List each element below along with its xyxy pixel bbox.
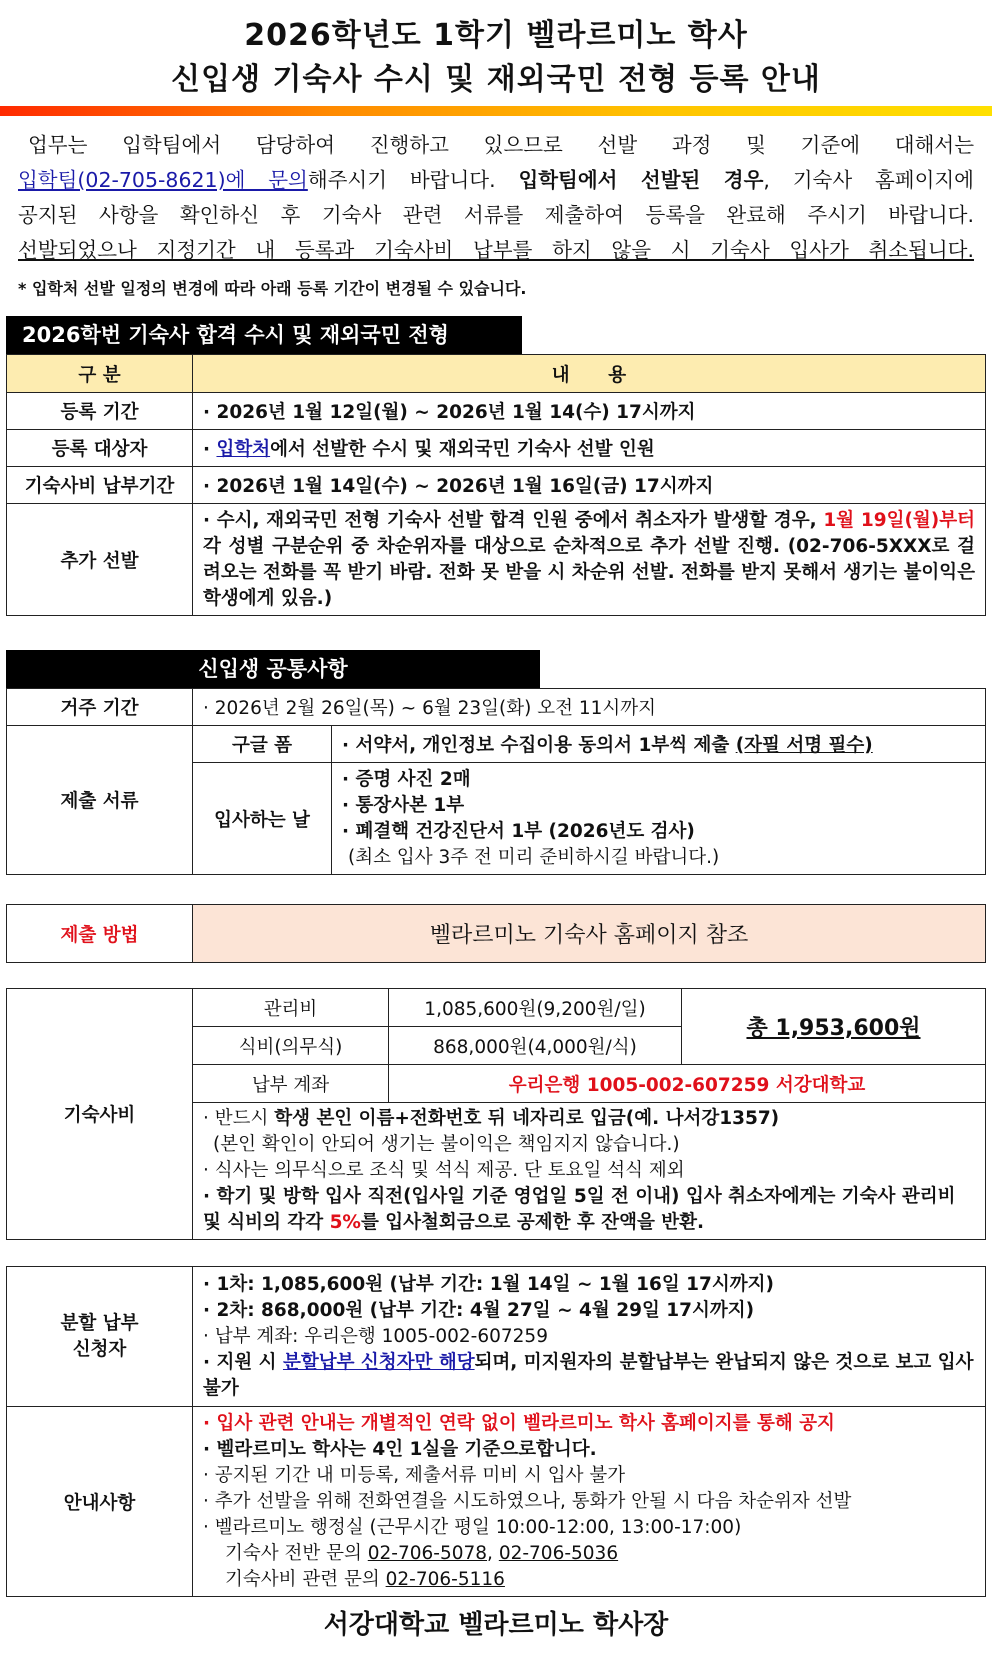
- doc-item: · 폐결핵 건강진단서 1부 (2026년도 검사): [342, 820, 695, 842]
- row-value-target: · 입학처에서 선발한 수시 및 재외국민 기숙사 선발 인원: [193, 430, 986, 467]
- split-applicant-link[interactable]: 분할납부 신청자만 해당: [282, 1351, 475, 1373]
- info-contact-general: [203, 1541, 975, 1567]
- info-item: · 공지된 기간 내 미등록, 제출서류 미비 시 입사 불가: [203, 1464, 626, 1486]
- split-item: · 납부 계좌: 우리은행 1005-002-607259: [203, 1325, 548, 1347]
- info-contact-label: 기숙사 전반 문의: [225, 1542, 368, 1564]
- footer-signature: 서강대학교 벨라르미노 학사장: [323, 1610, 669, 1640]
- admission-table: [6, 354, 986, 616]
- docs-moveday-value: [332, 763, 986, 875]
- info-item: · 추가 선발을 위해 전화연결을 시도하였으나, 통화가 안될 시 다음 차순위자 선발: [203, 1490, 852, 1512]
- page-title-line-2: 신입생 기숙사 수시 및 재외국민 전형 등록 안내: [171, 62, 821, 97]
- split-label-line: 분할 납부: [60, 1312, 139, 1334]
- table-row: [7, 689, 986, 726]
- extra-text: · 수시, 재외국민 전형 기숙사 선발 합격 인원 중에서 취소자가 발생할 경우,: [203, 509, 824, 531]
- intro-line-2: [18, 163, 974, 198]
- split-label-line: 신청자: [72, 1338, 127, 1360]
- meal-fee-value: 868,000원(4,000원/식): [389, 1027, 682, 1065]
- table-row: [7, 504, 986, 616]
- intro-text: , 기숙사 홈페이지에: [763, 168, 974, 192]
- docs-google-label: 구글 폼: [193, 726, 332, 763]
- doc-item: · 통장사본 1부: [342, 794, 465, 816]
- dorm-fee-table: [6, 988, 986, 1240]
- admission-office-link[interactable]: 입학처: [216, 439, 271, 460]
- table-row: [7, 430, 986, 467]
- doc-item: · 증명 사진 2매: [342, 768, 471, 790]
- header-content: 내 용: [193, 355, 986, 393]
- docs-moveday-label: 입사하는 날: [193, 763, 332, 875]
- account-value: 우리은행 1005-002-607259 서강대학교: [389, 1065, 986, 1103]
- table-row: [7, 905, 986, 963]
- fee-note-3: · 식사는 의무식으로 조식 및 석식 제공. 단 토요일 석식 제외: [203, 1160, 685, 1181]
- intro-line-3: 공지된 사항을 확인하신 후 기숙사 관련 서류를 제출하여 등록을 완료해 주시기 바랍니다.: [18, 203, 974, 227]
- table-row: [7, 393, 986, 430]
- mgmt-fee-label: 관리비: [193, 989, 389, 1027]
- info-contact-label: 기숙사비 관련 문의: [225, 1568, 386, 1590]
- row-value-text: 에서 선발한 수시 및 재외국민 기숙사 선발 인원: [270, 439, 655, 460]
- fee-note-2: (본인 확인이 안되어 생기는 불이익은 책임지지 않습니다.): [213, 1134, 680, 1155]
- row-value-fee-period: · 2026년 1월 14일(수) ~ 2026년 1월 16일(금) 17시까지: [193, 467, 986, 504]
- fee-total-cell: [682, 989, 986, 1065]
- row-label-stay: 거주 기간: [7, 689, 193, 726]
- fee-note-percent: 5%: [329, 1212, 361, 1233]
- info-item: · 입사 관련 안내는 개별적인 연락 없이 벨라르미노 학사 홈페이지를 통해 공지: [203, 1412, 835, 1434]
- account-label: 납부 계좌: [193, 1065, 389, 1103]
- table-header-row: [7, 355, 986, 393]
- phone-link[interactable]: 02-706-5116: [385, 1568, 505, 1590]
- fee-note-bold: 학생 본인 이름+전화번호 뒤 네자리: [274, 1108, 566, 1129]
- intro-bold-text: 입학팀에서 선발된 경우: [518, 168, 764, 192]
- info-item: · 벨라르미노 행정실 (근무시간 평일 10:00-12:00, 13:00-17:00): [203, 1516, 742, 1538]
- row-value-info: [193, 1407, 986, 1597]
- extra-date-highlight: 1월 19일(월)부터: [823, 509, 975, 531]
- intro-text: 해주시기 바랍니다.: [307, 168, 519, 192]
- row-value-period: · 2026년 1월 12일(월) ~ 2026년 1월 14(수) 17시까지: [193, 393, 986, 430]
- row-label-info: 안내사항: [7, 1407, 193, 1597]
- fee-note-bold: 로 입금(예. 나서강1357): [565, 1108, 780, 1129]
- table-row: [7, 1407, 986, 1597]
- row-label-target: 등록 대상자: [7, 430, 193, 467]
- row-value-stay: · 2026년 2월 26일(목) ~ 6월 23일(화) 오전 11시까지: [193, 689, 986, 726]
- row-label-docs: 제출 서류: [7, 726, 193, 875]
- table-row: [7, 1267, 986, 1407]
- table-row: [7, 726, 986, 763]
- docs-signature-required: (자필 서명 필수): [735, 735, 873, 756]
- table-row: [7, 989, 986, 1027]
- row-label-fee: 기숙사비: [7, 989, 193, 1240]
- fee-note-text: · 학기 및 방학 입사 직전(입사일 기준 영업일 5일 전 이내) 입사 취소자에게는 기숙사 관리비 및 식비의 각각: [203, 1186, 956, 1233]
- info-contact-fee: [203, 1567, 975, 1593]
- page-title-line-1: 2026학년도 1학기 벨라르미노 학사: [244, 18, 748, 53]
- row-value-method: 벨라르미노 기숙사 홈페이지 참조: [193, 905, 986, 963]
- intro-line-4: 선발되었으나 지정기간 내 등록과 기숙사비 납부를 하지 않을 시 기숙사 입사가 취소됩니다.: [18, 238, 974, 262]
- fee-note-1: [203, 1106, 975, 1132]
- intro-paragraph: [18, 128, 974, 268]
- info-item: · 벨라르미노 학사는 4인 1실을 기준으로합니다.: [203, 1438, 597, 1460]
- section-bar-common: 신입생 공통사항: [6, 650, 540, 688]
- row-label-method: 제출 방법: [7, 905, 193, 963]
- fee-note-text: · 반드시: [203, 1108, 275, 1129]
- row-label-fee-period: 기숙사비 납부기간: [7, 467, 193, 504]
- phone-link[interactable]: 02-706-5036: [498, 1542, 619, 1564]
- fee-notes: [193, 1103, 986, 1240]
- row-value-extra: [193, 504, 986, 616]
- docs-google-value: [332, 726, 986, 763]
- fee-note-4: [203, 1184, 975, 1236]
- separator: ,: [487, 1542, 499, 1564]
- section-bar-admission: 2026학번 기숙사 합격 수시 및 재외국민 전형: [6, 316, 522, 354]
- table-row: [7, 467, 986, 504]
- split-item: · 1차: 1,085,600원 (납부 기간: 1월 14일 ~ 1월 16일 17시까지): [203, 1273, 774, 1295]
- phone-link[interactable]: 02-706-5078: [367, 1542, 488, 1564]
- doc-item-note: (최소 입사 3주 전 미리 준비하시길 바랍니다.): [348, 846, 720, 868]
- title-divider: [0, 106, 992, 116]
- split-text: · 지원 시: [203, 1351, 283, 1373]
- split-item: · 2차: 868,000원 (납부 기간: 4월 27일 ~ 4월 29일 17시까지): [203, 1299, 755, 1321]
- row-label-period: 등록 기간: [7, 393, 193, 430]
- extra-text: 각 성별 구분순위 중 차순위자를 대상으로 순차적으로 추가 선발 진행. (02-706-5XXX로 걸려오는 전화를 꼭 받기 바람. 전화 못 받을 시 차순위 선발. 전화를 받지 못해서 생기는 불이익은 학생에게 있음.): [203, 535, 975, 609]
- row-label-extra: 추가 선발: [7, 504, 193, 616]
- header-category: 구 분: [7, 355, 193, 393]
- split-info-table: [6, 1266, 986, 1597]
- mgmt-fee-value: 1,085,600원(9,200원/일): [389, 989, 682, 1027]
- docs-google-text: · 서약서, 개인정보 수집이용 동의서 1부씩 제출: [342, 735, 736, 756]
- intro-line-1: 업무는 입학팀에서 담당하여 진행하고 있으므로 선발 과정 및 기준에 대해서는: [28, 133, 974, 157]
- split-text: 되며, 미지원자의 분할납부는 완납되지 않은 것으로 보고 입사 불가: [203, 1351, 974, 1399]
- split-item: [203, 1350, 975, 1402]
- submit-method-table: [6, 904, 986, 963]
- meal-fee-label: 식비(의무식): [193, 1027, 389, 1065]
- admission-contact-link[interactable]: 입학팀(02-705-8621)에 문의: [18, 168, 308, 192]
- schedule-change-note: * 입학처 선발 일정의 변경에 따라 아래 등록 기간이 변경될 수 있습니다.: [18, 279, 527, 298]
- fee-note-text: 를 입사철회금으로 공제한 후 잔액을 반환.: [360, 1212, 705, 1233]
- common-table: [6, 688, 986, 875]
- row-value-split: [193, 1267, 986, 1407]
- row-label-split: [7, 1267, 193, 1407]
- fee-total: 총 1,953,600원: [746, 1016, 921, 1041]
